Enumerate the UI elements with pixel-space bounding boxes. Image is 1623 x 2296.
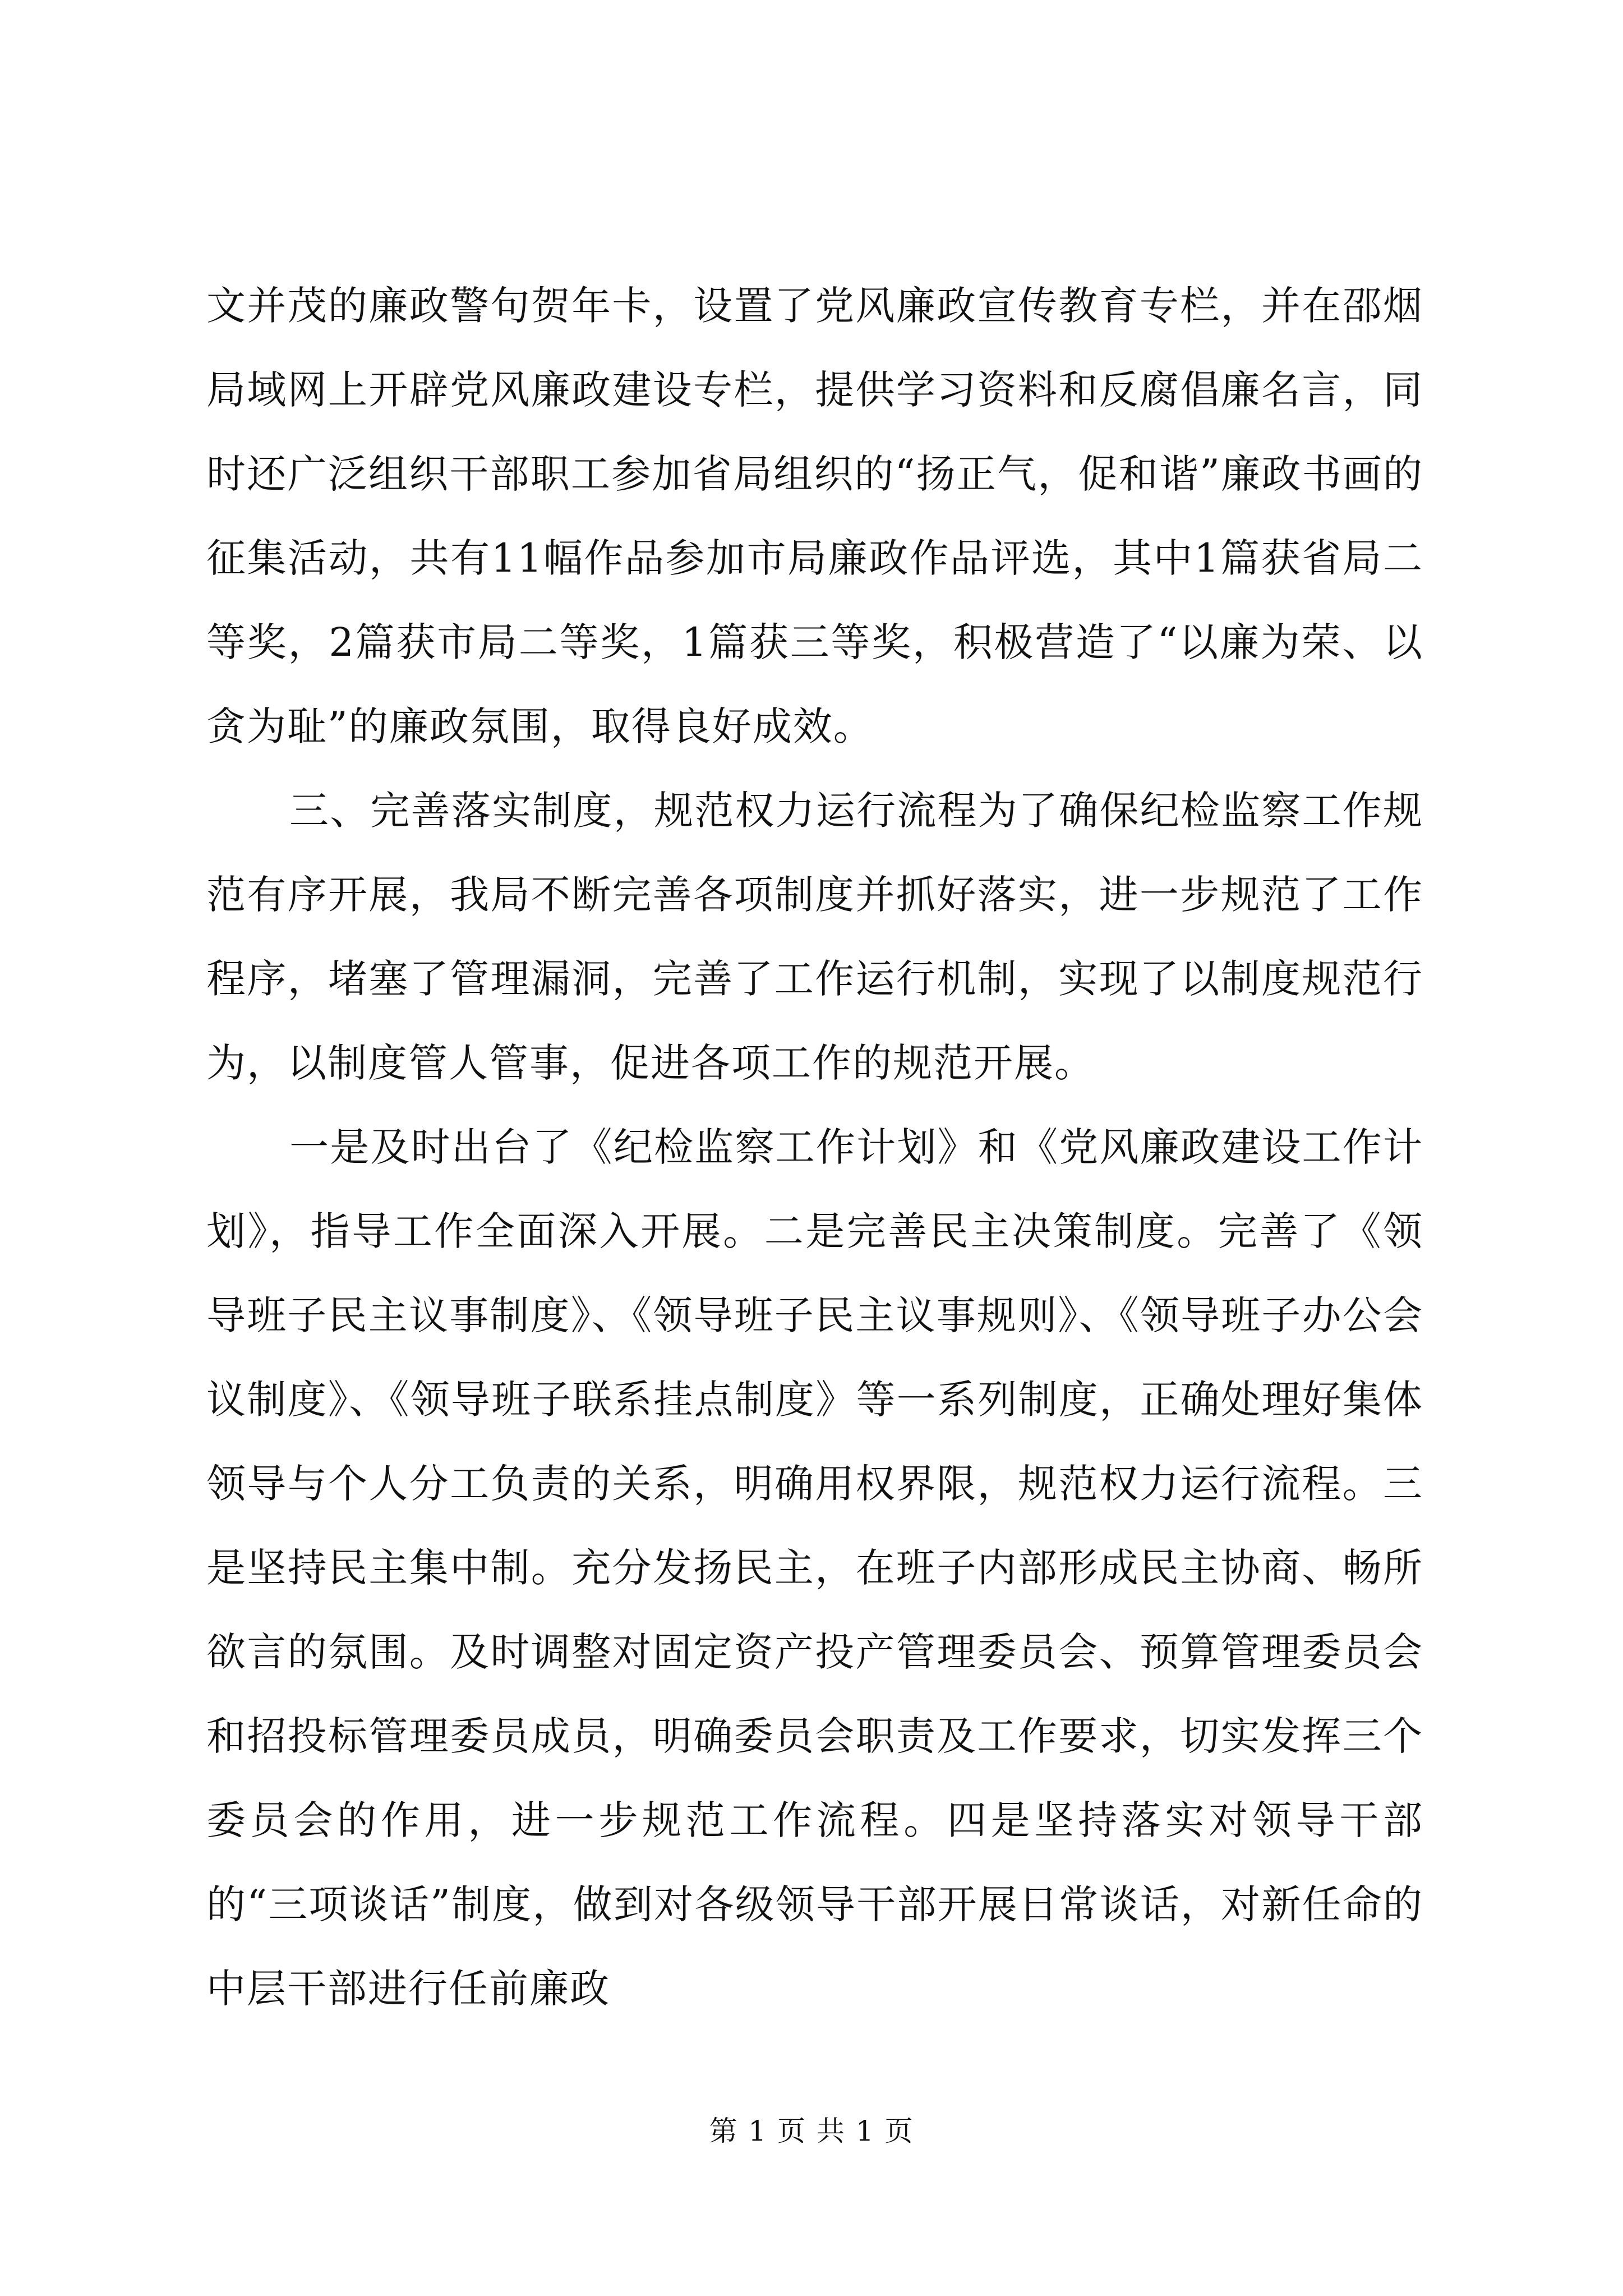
paragraph-1: 文并茂的廉政警句贺年卡，设置了党风廉政宣传教育专栏，并在邵烟局域网上开辟党风廉政建设专栏，提供学习资料和反腐倡廉名言，同时还广泛组织干部职工参加省局组织的“扬正气，促和谐”廉政书画的征集活动，共有11幅作品参加市局廉政作品评选，其中1篇获省局二等奖，2篇获市局二等奖，1篇获三等奖，积极营造了“以廉为荣、以贪为耻”的廉政氛围，取得良好成效。 xyxy=(206,283,1423,749)
document-body xyxy=(206,264,1423,2031)
paragraph-2: 三、完善落实制度，规范权力运行流程为了确保纪检监察工作规范有序开展，我局不断完善各项制度并抓好落实，进一步规范了工作程序，堵塞了管理漏洞，完善了工作运行机制，实现了以制度规范行为，以制度管人管事，促进各项工作的规范开展。 xyxy=(206,788,1423,1086)
paragraph-3: 一是及时出台了《纪检监察工作计划》和《党风廉政建设工作计划》，指导工作全面深入开展。二是完善民主决策制度。完善了《领导班子民主议事制度》、《领导班子民主议事规则》、《领导班子办公会议制度》、《领导班子联系挂点制度》等一系列制度，正确处理好集体领导与个人分工负责的关系，明确用权界限，规范权力运行流程。三是坚持民主集中制。充分发扬民主，在班子内部形成民主协商、畅所欲言的氛围。及时调整对固定资产投产管理委员会、预算管理委员会和招投标管理委员成员，明确委员会职责及工作要求，切实发挥三个委员会的作用，进一步规范工作流程。四是坚持落实对领导干部的“三项谈话”制度，做到对各级领导干部开展日常谈话，对新任命的中层干部进行任前廉政 xyxy=(206,1124,1423,2012)
page-footer: 第 1 页 共 1 页 xyxy=(709,2115,914,2147)
